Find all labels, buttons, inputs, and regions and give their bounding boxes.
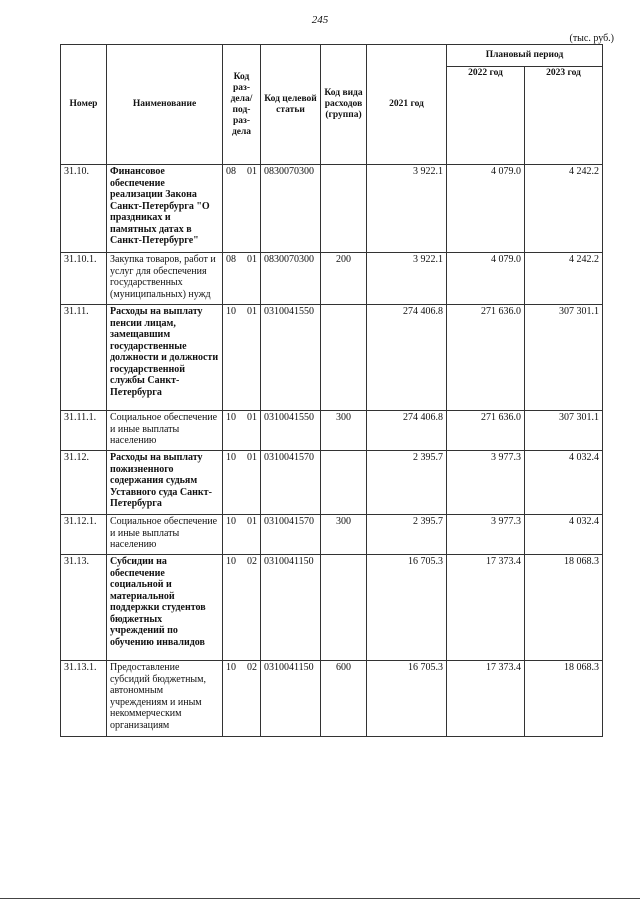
row-number: 31.13. [61, 555, 107, 661]
row-value-2023: 18 068.3 [525, 555, 603, 661]
row-value-2022: 17 373.4 [447, 661, 525, 737]
row-value-2023: 18 068.3 [525, 661, 603, 737]
row-expense-code: 300 [321, 515, 367, 555]
row-value-2023: 307 301.1 [525, 411, 603, 451]
row-section-code [223, 515, 261, 555]
row-target-code: 0310041570 [261, 451, 321, 515]
row-value-2021: 2 395.7 [367, 451, 447, 515]
table-body [61, 165, 603, 737]
units-label: (тыс. руб.) [569, 33, 614, 44]
row-name: Социальное обеспечение и иные выплаты населению [107, 515, 223, 555]
header-section-code: Код раз-дела/ под-раз-дела [223, 45, 261, 165]
row-section-code [223, 451, 261, 515]
row-number: 31.12.1. [61, 515, 107, 555]
row-value-2023: 4 242.2 [525, 165, 603, 253]
row-expense-code [321, 555, 367, 661]
row-expense-code [321, 165, 367, 253]
row-target-code: 0310041150 [261, 661, 321, 737]
row-expense-code: 300 [321, 411, 367, 451]
row-name: Предоставление субсидий бюджетным, автономным учреждениям и иным некоммерческим организациям [107, 661, 223, 737]
table-row [61, 165, 603, 253]
row-section-code [223, 305, 261, 411]
row-value-2022: 3 977.3 [447, 451, 525, 515]
header-year-2021: 2021 год [367, 45, 447, 165]
row-section: 10 [226, 412, 236, 423]
row-number: 31.10. [61, 165, 107, 253]
header-year-2022: 2022 год [447, 67, 525, 165]
row-name: Субсидии на обеспечение социальной и материальной поддержки студентов бюджетных учреждений по обучению инвалидов [107, 555, 223, 661]
row-subsection: 01 [247, 254, 257, 265]
row-number: 31.12. [61, 451, 107, 515]
row-section: 10 [226, 516, 236, 527]
row-value-2021: 16 705.3 [367, 555, 447, 661]
row-target-code: 0310041150 [261, 555, 321, 661]
row-value-2021: 3 922.1 [367, 253, 447, 305]
table-row [61, 515, 603, 555]
row-number: 31.11. [61, 305, 107, 411]
row-section-code [223, 253, 261, 305]
row-subsection: 02 [247, 662, 257, 673]
row-expense-code [321, 451, 367, 515]
row-name: Расходы на выплату пожизненного содержания судьям Уставного суда Санкт-Петербурга [107, 451, 223, 515]
header-number: Номер [61, 45, 107, 165]
row-value-2021: 3 922.1 [367, 165, 447, 253]
header-year-2023: 2023 год [525, 67, 603, 165]
row-number: 31.13.1. [61, 661, 107, 737]
row-section-code [223, 411, 261, 451]
row-section-code [223, 165, 261, 253]
row-value-2022: 271 636.0 [447, 411, 525, 451]
row-value-2021: 2 395.7 [367, 515, 447, 555]
row-section: 10 [226, 662, 236, 673]
row-value-2023: 307 301.1 [525, 305, 603, 411]
row-subsection: 01 [247, 306, 257, 317]
row-value-2023: 4 032.4 [525, 451, 603, 515]
row-section-code [223, 555, 261, 661]
row-section: 10 [226, 306, 236, 317]
row-value-2023: 4 242.2 [525, 253, 603, 305]
table-row [61, 411, 603, 451]
row-value-2022: 4 079.0 [447, 165, 525, 253]
header-name: Наименование [107, 45, 223, 165]
row-target-code: 0310041550 [261, 411, 321, 451]
budget-table [60, 44, 603, 737]
header-target-code: Код целевой статьи [261, 45, 321, 165]
table-row [61, 661, 603, 737]
row-value-2022: 4 079.0 [447, 253, 525, 305]
row-value-2023: 4 032.4 [525, 515, 603, 555]
row-value-2022: 3 977.3 [447, 515, 525, 555]
table-row [61, 253, 603, 305]
page-bottom-rule [0, 898, 640, 899]
row-expense-code [321, 305, 367, 411]
row-name: Социальное обеспечение и иные выплаты населению [107, 411, 223, 451]
row-value-2022: 17 373.4 [447, 555, 525, 661]
row-target-code: 0830070300 [261, 165, 321, 253]
row-name: Закупка товаров, работ и услуг для обеспечения государственных (муниципальных) нужд [107, 253, 223, 305]
row-name: Финансовое обеспечение реализации Закона Санкт-Петербурга "О праздниках и памятных датах в Санкт-Петербурге" [107, 165, 223, 253]
row-value-2021: 274 406.8 [367, 411, 447, 451]
row-section: 08 [226, 254, 236, 265]
row-value-2021: 16 705.3 [367, 661, 447, 737]
row-subsection: 02 [247, 556, 257, 567]
row-expense-code: 200 [321, 253, 367, 305]
row-subsection: 01 [247, 166, 257, 177]
row-section-code [223, 661, 261, 737]
row-number: 31.11.1. [61, 411, 107, 451]
row-name: Расходы на выплату пенсии лицам, замещавшим государственные должности и должности государственной службы Санкт-Петербурга [107, 305, 223, 411]
header-planning-period: Плановый период [447, 45, 603, 67]
row-target-code: 0310041550 [261, 305, 321, 411]
table-row [61, 451, 603, 515]
row-expense-code: 600 [321, 661, 367, 737]
page-number: 245 [311, 14, 329, 26]
row-target-code: 0310041570 [261, 515, 321, 555]
row-section: 10 [226, 556, 236, 567]
row-subsection: 01 [247, 516, 257, 527]
header-expense-code: Код вида расходов (группа) [321, 45, 367, 165]
row-target-code: 0830070300 [261, 253, 321, 305]
row-value-2022: 271 636.0 [447, 305, 525, 411]
table-row [61, 555, 603, 661]
row-section: 08 [226, 166, 236, 177]
row-subsection: 01 [247, 412, 257, 423]
row-section: 10 [226, 452, 236, 463]
row-number: 31.10.1. [61, 253, 107, 305]
row-value-2021: 274 406.8 [367, 305, 447, 411]
table-row [61, 305, 603, 411]
row-subsection: 01 [247, 452, 257, 463]
